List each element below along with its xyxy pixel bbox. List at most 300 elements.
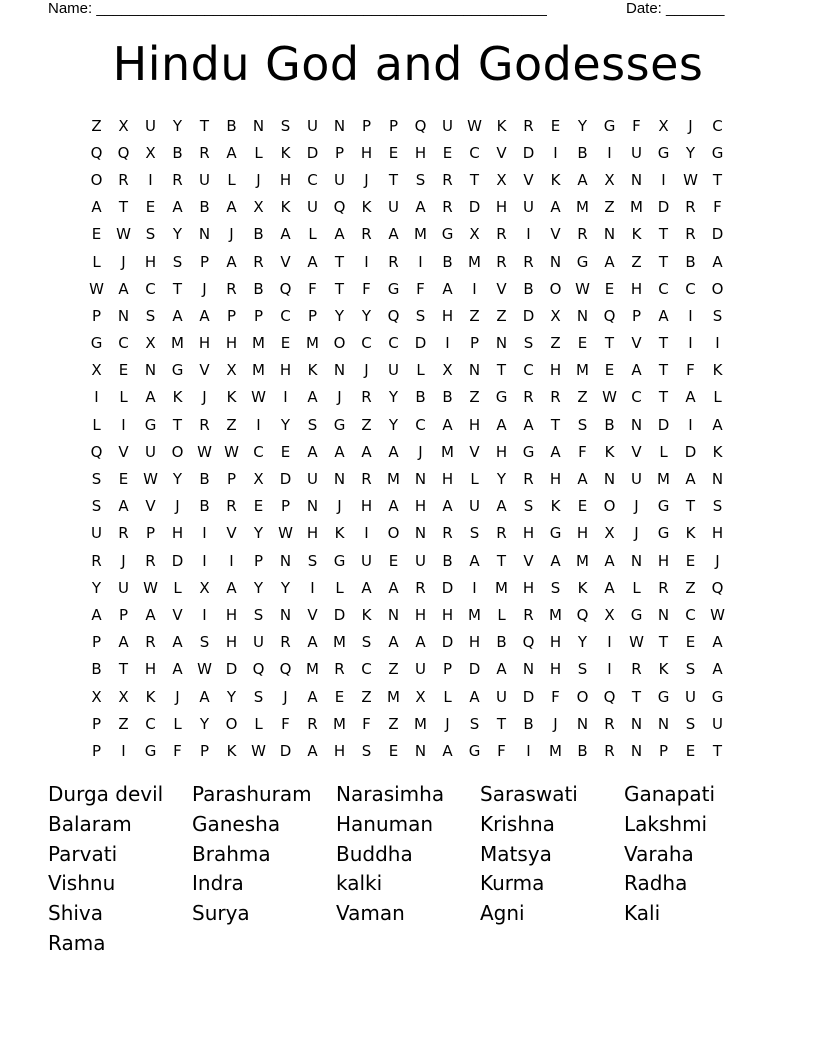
grid-letter: R	[442, 198, 453, 217]
grid-letter: M	[576, 361, 589, 380]
grid-letter: M	[549, 741, 562, 760]
grid-letter: N	[576, 714, 589, 733]
grid-letter: K	[712, 442, 723, 461]
grid-letter: T	[172, 415, 183, 434]
grid-letter: I	[121, 415, 126, 434]
grid-letter: K	[145, 687, 156, 706]
grid-letter: R	[496, 252, 507, 271]
grid-letter: R	[226, 279, 237, 298]
grid-letter: M	[468, 605, 481, 624]
grid-letter: T	[658, 388, 669, 407]
grid-letter: A	[712, 252, 723, 271]
grid-letter: R	[523, 605, 534, 624]
grid-letter: P	[226, 470, 237, 489]
grid-letter: Y	[685, 143, 696, 162]
grid-letter: T	[658, 633, 669, 652]
grid-letter: L	[659, 442, 668, 461]
grid-letter: P	[253, 551, 264, 570]
grid-letter: J	[283, 687, 288, 706]
grid-letter: Y	[172, 470, 183, 489]
grid-letter: U	[199, 170, 210, 189]
grid-letter: X	[118, 116, 129, 135]
grid-letter: A	[145, 605, 156, 624]
grid-letter: R	[415, 578, 426, 597]
grid-letter: H	[441, 306, 454, 325]
grid-letter: K	[496, 116, 507, 135]
grid-letter: N	[630, 714, 643, 733]
grid-letter: A	[388, 225, 399, 244]
grid-letter: Q	[252, 660, 265, 679]
grid-letter: R	[388, 252, 399, 271]
grid-letter: J	[364, 170, 369, 189]
grid-letter: K	[226, 388, 237, 407]
grid-letter: R	[334, 660, 345, 679]
grid-letter: S	[91, 497, 102, 516]
grid-letter: J	[634, 497, 639, 516]
grid-letter: Q	[90, 143, 103, 162]
grid-letter: T	[685, 497, 696, 516]
word-list-item: Balaram	[48, 811, 132, 836]
grid-letter: A	[280, 225, 291, 244]
grid-letter: P	[199, 252, 210, 271]
grid-letter: Q	[279, 660, 292, 679]
grid-letter: N	[252, 116, 265, 135]
grid-letter: A	[415, 198, 426, 217]
grid-letter: L	[632, 578, 641, 597]
grid-letter: F	[686, 361, 695, 380]
grid-letter: H	[468, 633, 481, 652]
grid-row	[83, 411, 733, 438]
grid-letter: I	[364, 252, 369, 271]
grid-letter: B	[91, 660, 102, 679]
grid-letter: W	[197, 442, 212, 461]
grid-letter: J	[445, 714, 450, 733]
grid-letter: A	[334, 442, 345, 461]
grid-letter: Q	[279, 279, 292, 298]
grid-letter: Z	[631, 252, 642, 271]
grid-letter: J	[688, 116, 693, 135]
grid-letter: H	[441, 605, 454, 624]
grid-letter: E	[604, 279, 615, 298]
word-list-item: Buddha	[336, 841, 413, 866]
grid-letter: N	[657, 605, 670, 624]
grid-letter: Q	[117, 143, 130, 162]
word-list-item: kalki	[336, 871, 383, 896]
grid-letter: H	[549, 470, 562, 489]
grid-letter: M	[414, 714, 427, 733]
grid-letter: M	[630, 198, 643, 217]
grid-letter: U	[118, 578, 129, 597]
grid-letter: H	[522, 578, 535, 597]
word-list-item: Kali	[624, 901, 661, 926]
grid-letter: P	[145, 524, 156, 543]
header	[48, 0, 748, 20]
grid-letter: P	[631, 306, 642, 325]
grid-letter: U	[685, 687, 696, 706]
grid-letter: C	[469, 143, 480, 162]
grid-letter: E	[388, 143, 399, 162]
word-list-item: Parashuram	[192, 782, 312, 806]
grid-letter: R	[361, 225, 372, 244]
grid-letter: N	[630, 741, 643, 760]
grid-letter: O	[171, 442, 184, 461]
grid-letter: R	[280, 633, 291, 652]
grid-letter: E	[550, 116, 561, 135]
grid-letter: S	[91, 470, 102, 489]
grid-letter: A	[172, 306, 183, 325]
grid-letter: V	[631, 334, 642, 353]
grid-letter: Z	[685, 578, 696, 597]
grid-letter: O	[603, 497, 616, 516]
grid-letter: G	[495, 388, 508, 407]
grid-letter: I	[472, 578, 477, 597]
grid-letter: H	[360, 497, 373, 516]
grid-letter: D	[225, 660, 238, 679]
grid-letter: L	[308, 225, 317, 244]
grid-letter: A	[172, 198, 183, 217]
grid-row	[83, 465, 733, 492]
grid-letter: T	[550, 415, 561, 434]
grid-letter: K	[631, 225, 642, 244]
grid-letter: R	[226, 497, 237, 516]
grid-letter: O	[711, 279, 724, 298]
grid-letter: L	[443, 687, 452, 706]
grid-letter: S	[307, 551, 318, 570]
grid-letter: X	[604, 524, 615, 543]
grid-letter: G	[333, 415, 346, 434]
grid-letter: I	[688, 306, 693, 325]
grid-letter: I	[445, 334, 450, 353]
grid-letter: C	[361, 660, 372, 679]
grid-letter: A	[307, 388, 318, 407]
word-list-item: Saraswati	[480, 782, 578, 806]
grid-letter: N	[630, 170, 643, 189]
grid-row	[83, 112, 733, 139]
grid-letter: E	[685, 633, 696, 652]
grid-letter: U	[388, 361, 399, 380]
grid-letter: G	[144, 415, 157, 434]
grid-letter: R	[604, 714, 615, 733]
grid-letter: Y	[199, 714, 210, 733]
grid-letter: S	[577, 415, 588, 434]
grid-letter: G	[522, 442, 535, 461]
grid-letter: A	[388, 633, 399, 652]
grid-letter: V	[307, 605, 318, 624]
grid-letter: M	[171, 334, 184, 353]
grid-letter: I	[472, 279, 477, 298]
grid-letter: T	[118, 198, 129, 217]
grid-letter: P	[361, 116, 372, 135]
grid-letter: D	[441, 578, 454, 597]
grid-letter: R	[496, 524, 507, 543]
grid-letter: R	[631, 660, 642, 679]
grid-letter: L	[335, 578, 344, 597]
grid-letter: P	[226, 306, 237, 325]
grid-letter: M	[252, 361, 265, 380]
grid-letter: Q	[333, 198, 346, 217]
grid-letter: H	[198, 334, 211, 353]
word-list-item: Krishna	[480, 811, 555, 836]
grid-letter: L	[254, 143, 263, 162]
grid-letter: Q	[711, 578, 724, 597]
grid-letter: G	[603, 116, 616, 135]
grid-letter: A	[226, 143, 237, 162]
grid-letter: F	[713, 198, 722, 217]
grid-letter: N	[630, 415, 643, 434]
grid-letter: X	[496, 170, 507, 189]
grid-letter: T	[496, 361, 507, 380]
grid-letter: T	[496, 551, 507, 570]
grid-row	[83, 275, 733, 302]
grid-letter: A	[442, 497, 453, 516]
grid-letter: Q	[603, 306, 616, 325]
grid-letter: M	[441, 442, 454, 461]
grid-letter: F	[281, 714, 290, 733]
grid-letter: G	[90, 334, 103, 353]
grid-letter: G	[657, 524, 670, 543]
grid-letter: H	[630, 279, 643, 298]
grid-letter: A	[145, 388, 156, 407]
name-field-label: Name: ______________________________________________________	[48, 0, 547, 17]
grid-letter: L	[119, 388, 128, 407]
grid-letter: H	[414, 497, 427, 516]
grid-letter: K	[550, 497, 561, 516]
grid-row	[83, 302, 733, 329]
grid-letter: U	[253, 633, 264, 652]
grid-letter: A	[307, 741, 318, 760]
grid-letter: R	[523, 252, 534, 271]
grid-letter: Z	[361, 415, 372, 434]
grid-letter: A	[415, 633, 426, 652]
grid-letter: C	[388, 334, 399, 353]
grid-letter: E	[91, 225, 102, 244]
grid-letter: A	[604, 551, 615, 570]
grid-letter: U	[307, 116, 318, 135]
grid-letter: D	[522, 143, 535, 162]
grid-letter: A	[307, 442, 318, 461]
grid-letter: Q	[522, 633, 535, 652]
grid-letter: N	[306, 497, 319, 516]
grid-letter: B	[685, 252, 696, 271]
grid-letter: G	[711, 687, 724, 706]
grid-letter: G	[441, 225, 454, 244]
grid-row	[83, 384, 733, 411]
grid-letter: C	[145, 714, 156, 733]
grid-letter: A	[91, 198, 102, 217]
grid-letter: G	[576, 252, 589, 271]
grid-letter: N	[549, 252, 562, 271]
word-search-grid	[83, 112, 733, 765]
grid-row	[83, 221, 733, 248]
grid-letter: D	[333, 605, 346, 624]
grid-letter: K	[712, 361, 723, 380]
grid-letter: G	[630, 605, 643, 624]
grid-letter: E	[280, 442, 291, 461]
grid-letter: U	[523, 198, 534, 217]
grid-letter: H	[171, 524, 184, 543]
grid-letter: A	[91, 605, 102, 624]
grid-letter: R	[685, 225, 696, 244]
grid-letter: W	[602, 388, 617, 407]
grid-letter: N	[657, 714, 670, 733]
grid-letter: A	[577, 470, 588, 489]
grid-letter: A	[496, 497, 507, 516]
grid-letter: N	[711, 470, 724, 489]
grid-letter: C	[523, 361, 534, 380]
grid-letter: I	[229, 551, 234, 570]
grid-letter: Z	[469, 388, 480, 407]
grid-letter: B	[253, 279, 264, 298]
grid-letter: B	[199, 470, 210, 489]
grid-letter: D	[657, 415, 670, 434]
grid-letter: J	[175, 497, 180, 516]
grid-letter: C	[712, 116, 723, 135]
grid-letter: H	[549, 633, 562, 652]
grid-letter: N	[279, 551, 292, 570]
grid-letter: K	[334, 524, 345, 543]
grid-letter: S	[253, 605, 264, 624]
grid-letter: T	[604, 334, 615, 353]
grid-letter: J	[202, 279, 207, 298]
grid-letter: X	[226, 361, 237, 380]
grid-letter: T	[631, 687, 642, 706]
grid-letter: F	[578, 442, 587, 461]
grid-letter: D	[684, 442, 697, 461]
grid-letter: M	[333, 714, 346, 733]
grid-letter: D	[441, 633, 454, 652]
grid-letter: I	[202, 551, 207, 570]
word-list-item: Radha	[624, 871, 688, 896]
grid-letter: G	[171, 361, 184, 380]
grid-letter: R	[523, 388, 534, 407]
grid-letter: J	[121, 252, 126, 271]
grid-letter: O	[333, 334, 346, 353]
word-list-item: Parvati	[48, 841, 118, 866]
grid-letter: L	[227, 170, 236, 189]
grid-letter: R	[523, 470, 534, 489]
grid-letter: P	[118, 605, 129, 624]
grid-letter: R	[253, 252, 264, 271]
grid-letter: H	[495, 442, 508, 461]
grid-letter: S	[523, 334, 534, 353]
grid-letter: Y	[388, 415, 399, 434]
grid-letter: A	[118, 279, 129, 298]
grid-letter: H	[333, 741, 346, 760]
grid-letter: H	[549, 660, 562, 679]
grid-letter: A	[172, 633, 183, 652]
grid-letter: J	[202, 388, 207, 407]
grid-letter: Y	[388, 388, 399, 407]
grid-letter: S	[469, 714, 480, 733]
grid-letter: N	[603, 470, 616, 489]
grid-letter: S	[712, 497, 723, 516]
grid-letter: D	[279, 741, 292, 760]
grid-letter: H	[279, 170, 292, 189]
grid-letter: P	[469, 334, 480, 353]
grid-letter: I	[283, 388, 288, 407]
grid-letter: B	[415, 388, 426, 407]
grid-letter: G	[657, 687, 670, 706]
grid-letter: R	[145, 551, 156, 570]
grid-letter: Z	[388, 660, 399, 679]
grid-letter: A	[199, 687, 210, 706]
grid-letter: E	[388, 551, 399, 570]
grid-row	[83, 139, 733, 166]
grid-letter: P	[388, 116, 399, 135]
grid-letter: I	[526, 741, 531, 760]
grid-row	[83, 493, 733, 520]
grid-letter: Y	[172, 225, 183, 244]
grid-letter: A	[172, 660, 183, 679]
grid-letter: A	[226, 198, 237, 217]
grid-letter: Q	[414, 116, 427, 135]
grid-letter: B	[523, 279, 534, 298]
grid-letter: R	[685, 198, 696, 217]
grid-letter: K	[307, 361, 318, 380]
grid-letter: I	[364, 524, 369, 543]
grid-letter: X	[604, 605, 615, 624]
grid-letter: A	[118, 497, 129, 516]
grid-letter: U	[307, 198, 318, 217]
grid-letter: R	[199, 415, 210, 434]
grid-letter: W	[197, 660, 212, 679]
grid-letter: K	[280, 143, 291, 162]
grid-letter: S	[361, 741, 372, 760]
grid-letter: R	[307, 714, 318, 733]
grid-row	[83, 629, 733, 656]
grid-letter: I	[526, 225, 531, 244]
grid-letter: N	[279, 605, 292, 624]
grid-letter: I	[715, 334, 720, 353]
grid-letter: R	[361, 388, 372, 407]
grid-letter: A	[334, 225, 345, 244]
grid-letter: I	[553, 143, 558, 162]
grid-letter: C	[145, 279, 156, 298]
grid-letter: Y	[91, 578, 102, 597]
grid-letter: P	[442, 660, 453, 679]
grid-letter: U	[631, 470, 642, 489]
grid-letter: J	[418, 442, 423, 461]
grid-letter: V	[523, 170, 534, 189]
grid-letter: S	[685, 714, 696, 733]
grid-letter: U	[415, 660, 426, 679]
grid-letter: L	[173, 578, 182, 597]
grid-letter: R	[523, 116, 534, 135]
grid-letter: M	[306, 660, 319, 679]
grid-letter: U	[496, 687, 507, 706]
grid-letter: N	[333, 470, 346, 489]
word-list-item: Vaman	[336, 901, 405, 926]
grid-letter: R	[496, 225, 507, 244]
grid-letter: C	[685, 605, 696, 624]
grid-letter: B	[577, 741, 588, 760]
grid-letter: I	[148, 170, 153, 189]
grid-letter: Y	[361, 306, 372, 325]
grid-letter: P	[91, 633, 102, 652]
grid-letter: I	[688, 334, 693, 353]
grid-letter: N	[144, 361, 157, 380]
grid-letter: A	[388, 497, 399, 516]
grid-letter: S	[172, 252, 183, 271]
grid-row	[83, 683, 733, 710]
grid-letter: K	[685, 524, 696, 543]
grid-letter: A	[442, 741, 453, 760]
grid-letter: A	[199, 306, 210, 325]
grid-letter: S	[307, 415, 318, 434]
grid-letter: E	[388, 741, 399, 760]
word-list-item: Vishnu	[48, 871, 116, 896]
grid-letter: V	[199, 361, 210, 380]
